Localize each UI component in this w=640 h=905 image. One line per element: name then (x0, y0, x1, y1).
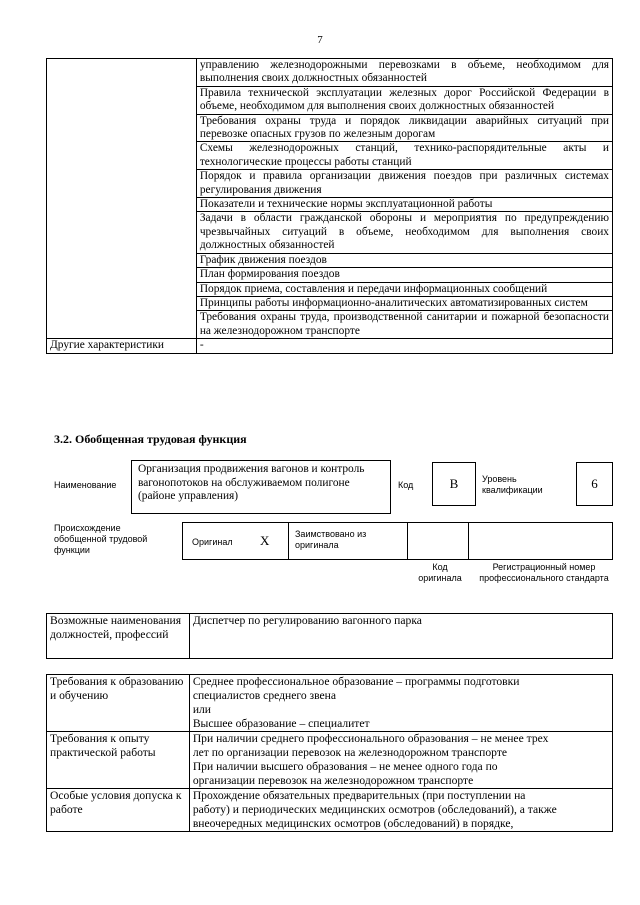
level-value-box: 6 (576, 462, 613, 506)
code-label: Код (398, 480, 414, 490)
positions-table (46, 613, 613, 659)
education-value (189, 675, 612, 732)
table-row (47, 675, 613, 732)
reg-number-caption: Регистрационный номер профессионального стандарта (479, 562, 609, 583)
experience-value (189, 732, 612, 789)
original-label: Оригинал (192, 537, 233, 547)
education-line: специалистов среднего звена (192, 689, 337, 702)
experience-line: При наличии высшего образования – не менее одного года по (192, 760, 498, 773)
table-cell: Задачи в области гражданской обороны и мероприятия по предупреждению чрезвычайных ситуаций в объеме, необходимом для выполнения своих должностных обязанностей (196, 212, 612, 253)
positions-value: Диспетчер по регулированию вагонного парка (189, 614, 612, 659)
experience-line: При наличии среднего профессионального образования – не менее трех (192, 732, 549, 745)
education-label: Требования к образованию и обучению (47, 675, 190, 732)
level-label: Уровень квалификации (482, 474, 543, 495)
table-cell: Требования охраны труда и порядок ликвидации аварийных ситуаций при перевозке опасных грузов по железным дорогам (196, 114, 612, 142)
special-line: Прохождение обязательных предварительных (при поступлении на (192, 789, 526, 802)
table-cell: Схемы железнодорожных станций, технико-распорядительные акты и технологические процессы работы станций (196, 142, 612, 170)
table-row (47, 59, 613, 87)
borrowed-label: Заимствовано из оригинала (295, 529, 367, 550)
table-row (47, 732, 613, 789)
table-cell: управлению железнодорожными перевозками в объеме, необходимом для выполнения своих должностных обязанностей (196, 59, 612, 87)
special-conditions-value (189, 789, 612, 832)
requirements-table (46, 674, 613, 832)
table-row (47, 789, 613, 832)
original-mark: X (260, 533, 270, 548)
divider (468, 523, 469, 559)
name-label: Наименование (54, 480, 117, 490)
education-line: Высшее образование – специалитет (192, 717, 370, 730)
experience-line: организации перевозок на железнодорожном транспорте (192, 774, 474, 787)
special-conditions-label: Особые условия допуска к работе (47, 789, 190, 832)
education-line: Среднее профессиональное образование – программы подготовки (192, 675, 520, 688)
origin-label: Происхождение обобщенной трудовой функции (54, 523, 148, 555)
table-cell: План формирования поездов (196, 268, 612, 282)
table-row (47, 339, 613, 353)
divider (407, 523, 408, 559)
table-cell: Порядок приема, составления и передачи информационных сообщений (196, 282, 612, 296)
page-number: 7 (317, 34, 323, 46)
experience-line: лет по организации перевозок на железнодорожном транспорте (192, 746, 508, 759)
other-characteristics-label: Другие характеристики (47, 339, 197, 353)
table-cell: Показатели и технические нормы эксплуатационной работы (196, 198, 612, 212)
divider (288, 523, 289, 559)
experience-label: Требования к опыту практической работы (47, 732, 190, 789)
education-line: или (192, 703, 212, 716)
origin-row (182, 522, 613, 560)
empty-left-cell (47, 59, 197, 339)
positions-label: Возможные наименования должностей, профессий (47, 614, 190, 659)
special-line: работу) и периодических медицинских осмотров (обследований), а также (192, 803, 557, 816)
section-title: 3.2. Обобщенная трудовая функция (54, 432, 247, 446)
table-cell: График движения поездов (196, 253, 612, 267)
table-cell: Принципы работы информационно-аналитических автоматизированных систем (196, 296, 612, 310)
table-row (47, 614, 613, 659)
other-characteristics-value: - (196, 339, 612, 353)
table-cell: Порядок и правила организации движения поездов при различных системах регулирования движения (196, 170, 612, 198)
knowledge-table (46, 58, 613, 354)
table-cell: Требования охраны труда, производственной санитарии и пожарной безопасности на железнодорожном транспорте (196, 311, 612, 339)
function-name-box: Организация продвижения вагонов и контроль вагонопотоков на обслуживаемом полигоне (районе управления) (131, 460, 391, 514)
code-value-box: B (432, 462, 476, 506)
table-cell: Правила технической эксплуатации железных дорог Российской Федерации в объеме, необходимом для выполнения своих должностных обязанностей (196, 86, 612, 114)
code-origin-caption: Код оригинала (418, 562, 462, 583)
special-line: внеочередных медицинских осмотров (обследований) в порядке, (192, 817, 514, 830)
